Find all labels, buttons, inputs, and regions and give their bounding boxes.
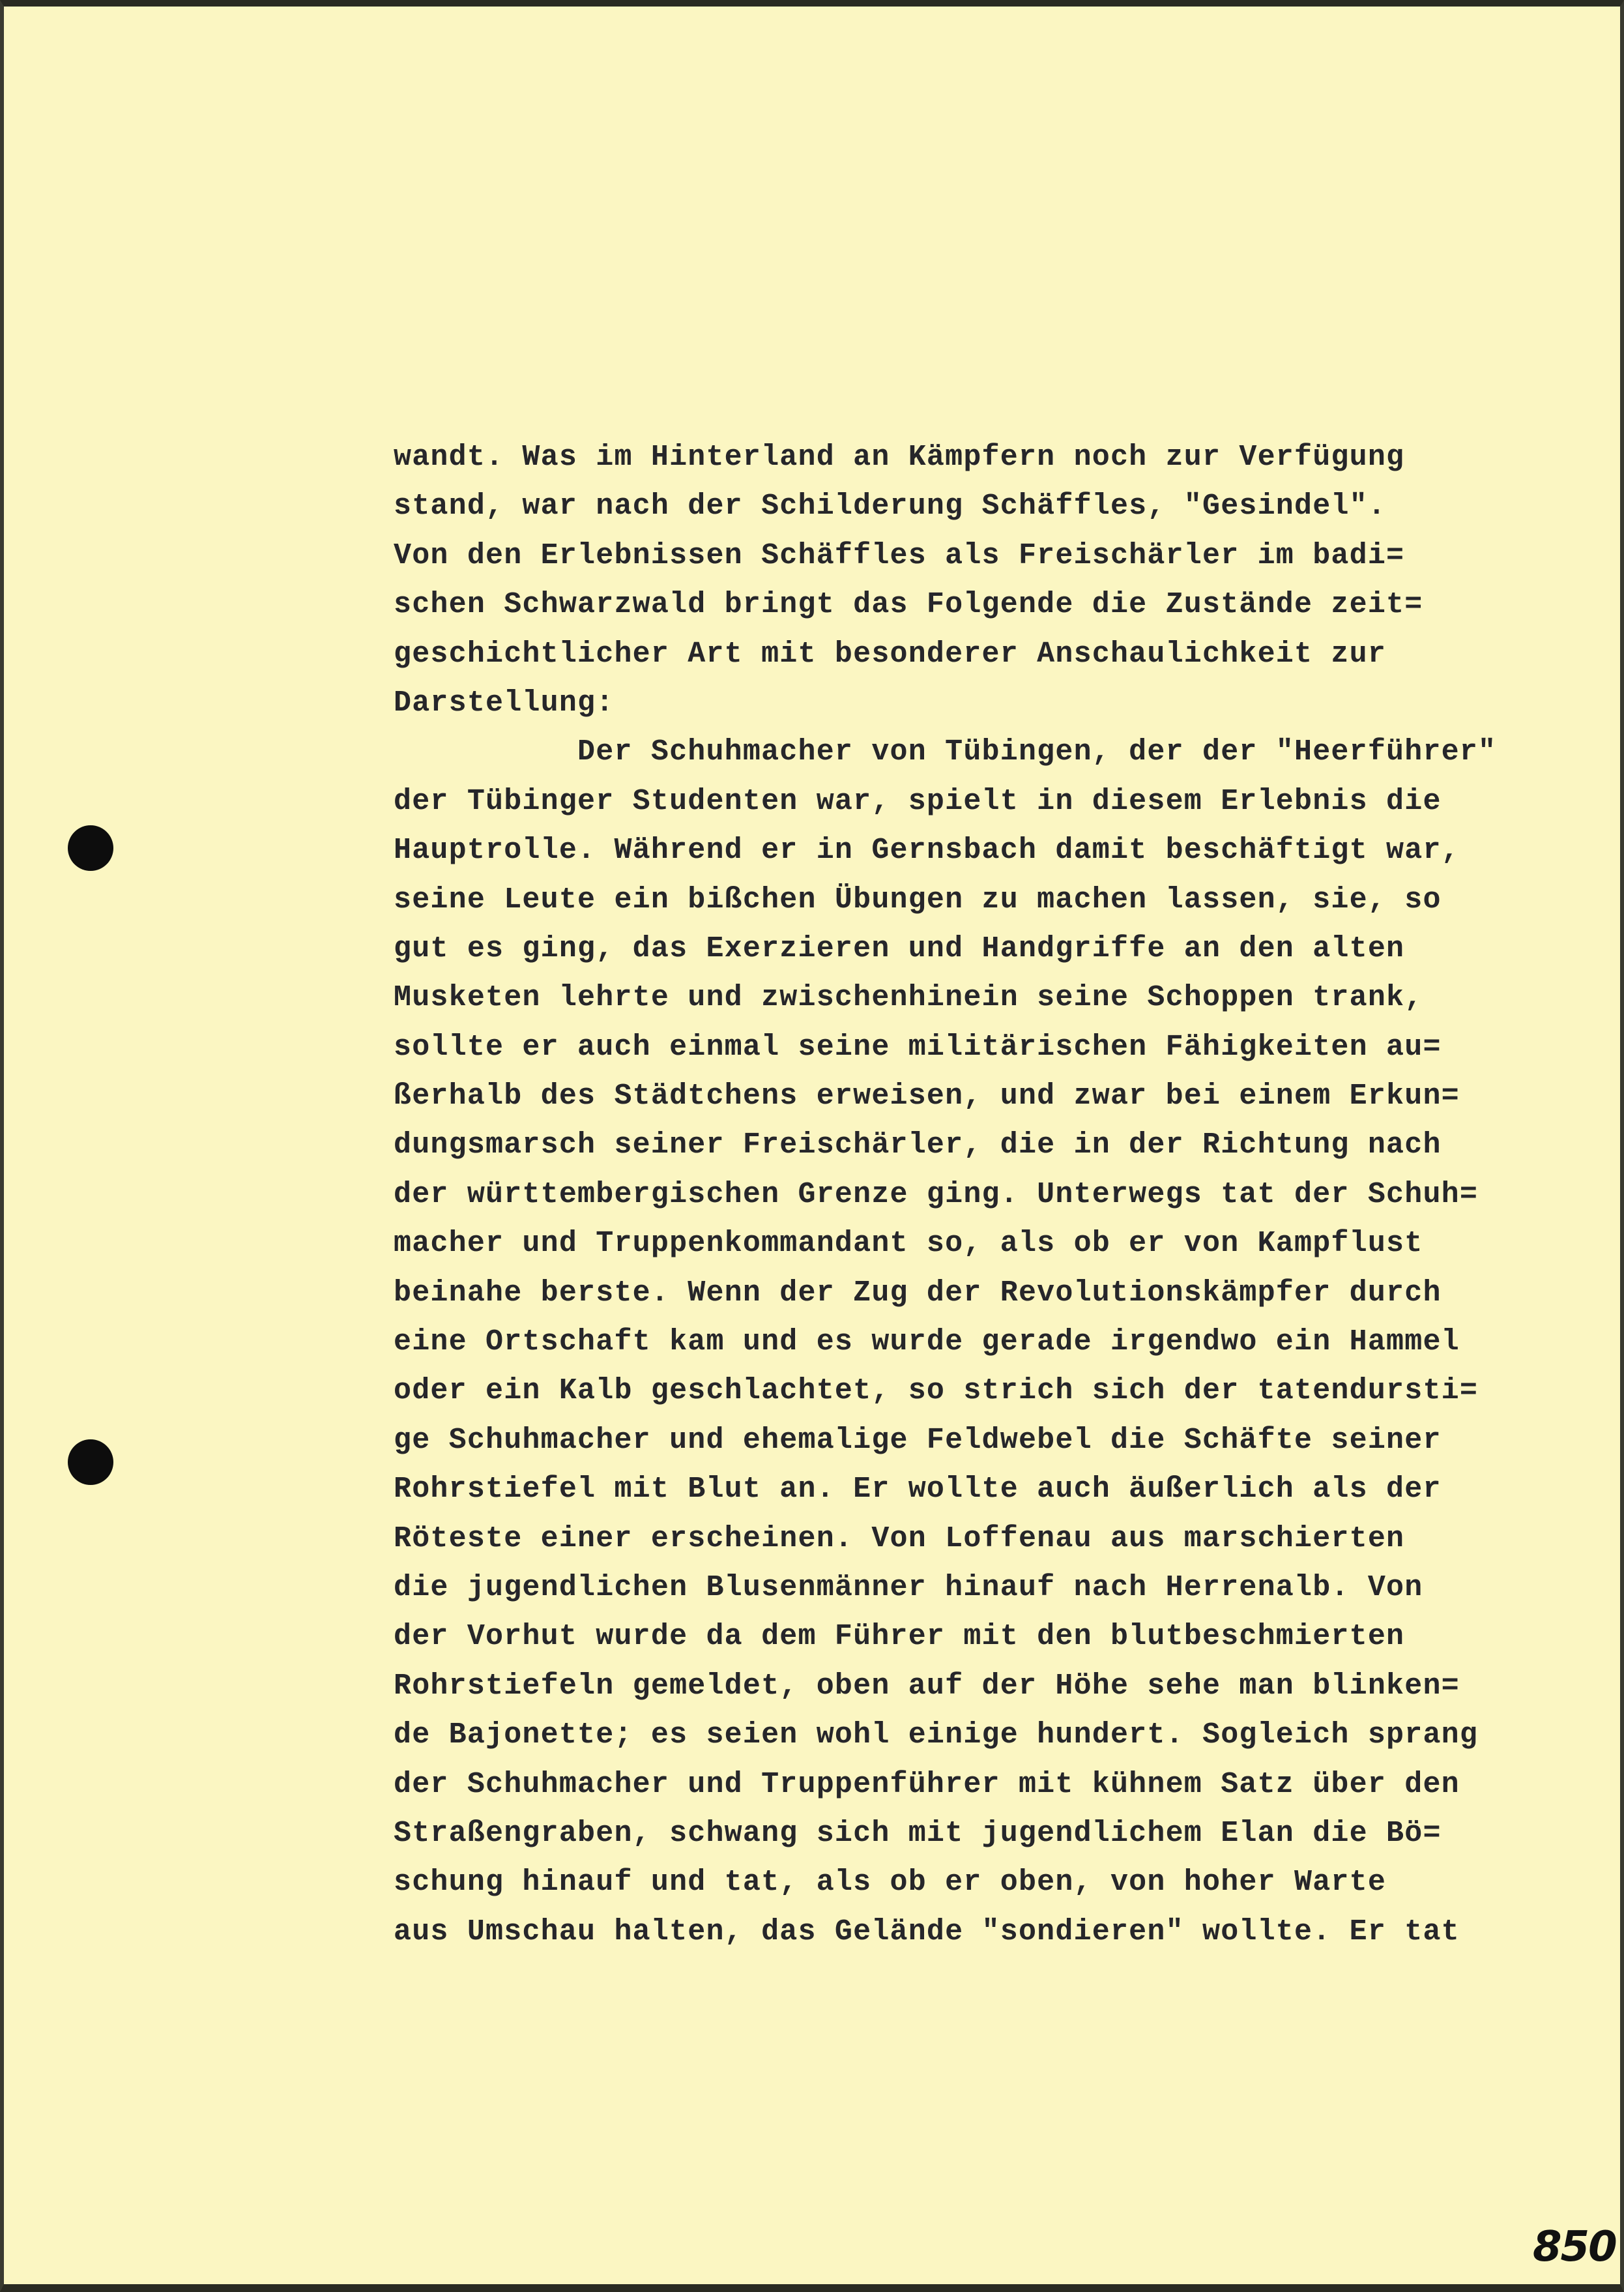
text-line: Röteste einer erscheinen. Von Loffenau aus marschierten — [394, 1521, 1405, 1555]
punch-hole — [68, 1439, 113, 1485]
text-line: seine Leute ein bißchen Übungen zu machen lassen, sie, so — [394, 883, 1442, 917]
text-line: der württembergischen Grenze ging. Unterwegs tat der Schuh= — [394, 1177, 1479, 1211]
text-line: der Schuhmacher und Truppenführer mit kühnem Satz über den — [394, 1767, 1460, 1801]
text-line: geschichtlicher Art mit besonderer Anschaulichkeit zur — [394, 637, 1387, 671]
text-line: oder ein Kalb geschlachtet, so strich sich der tatendursti= — [394, 1374, 1479, 1408]
text-line: schung hinauf und tat, als ob er oben, von hoher Warte — [394, 1866, 1387, 1900]
punch-hole — [68, 825, 113, 871]
text-line: wandt. Was im Hinterland an Kämpfern noch zur Verfügung — [394, 441, 1405, 474]
text-line: die jugendlichen Blusenmänner hinauf nach Herrenalb. Von — [394, 1570, 1423, 1604]
text-line: der Tübinger Studenten war, spielt in diesem Erlebnis die — [394, 784, 1442, 818]
text-line: Rohrstiefeln gemeldet, oben auf der Höhe sehe man blinken= — [394, 1669, 1460, 1703]
text-line: gut es ging, das Exerzieren und Handgriffe an den alten — [394, 932, 1405, 965]
text-line: ßerhalb des Städtchens erweisen, und zwar bei einem Erkun= — [394, 1080, 1460, 1113]
text-line: de Bajonette; es seien wohl einige hundert. Sogleich sprang — [394, 1718, 1479, 1752]
typewritten-text-body — [394, 433, 1586, 1956]
text-line: Straßengraben, schwang sich mit jugendlichem Elan die Bö= — [394, 1816, 1442, 1850]
text-line: dungsmarsch seiner Freischärler, die in der Richtung nach — [394, 1128, 1442, 1162]
text-line: Darstellung: — [394, 686, 615, 720]
text-line: ge Schuhmacher und ehemalige Feldwebel die Schäfte seiner — [394, 1423, 1442, 1457]
text-line: macher und Truppenkommandant so, als ob er von Kampflust — [394, 1227, 1423, 1261]
text-line: der Vorhut wurde da dem Führer mit den blutbeschmierten — [394, 1620, 1405, 1654]
text-line: stand, war nach der Schilderung Schäffles, "Gesindel". — [394, 490, 1387, 523]
page-number: 850 — [1533, 2223, 1616, 2271]
text-line: sollte er auch einmal seine militärischen Fähigkeiten au= — [394, 1030, 1442, 1064]
text-line: Hauptrolle. Während er in Gernsbach damit beschäftigt war, — [394, 834, 1460, 868]
text-line: Von den Erlebnissen Schäffles als Freischärler im badi= — [394, 538, 1405, 572]
text-line: beinahe berste. Wenn der Zug der Revolutionskämpfer durch — [394, 1276, 1442, 1310]
text-line: aus Umschau halten, das Gelände "sondieren" wollte. Er tat — [394, 1915, 1460, 1948]
text-line: Musketen lehrte und zwischenhinein seine Schoppen trank, — [394, 981, 1423, 1015]
text-line: Rohrstiefel mit Blut an. Er wollte auch äußerlich als der — [394, 1473, 1442, 1506]
text-line: schen Schwarzwald bringt das Folgende die Zustände zeit= — [394, 588, 1423, 622]
text-line: eine Ortschaft kam und es wurde gerade irgendwo ein Hammel — [394, 1325, 1460, 1359]
text-line: Der Schuhmacher von Tübingen, der der "Heerführer" — [394, 735, 1497, 769]
